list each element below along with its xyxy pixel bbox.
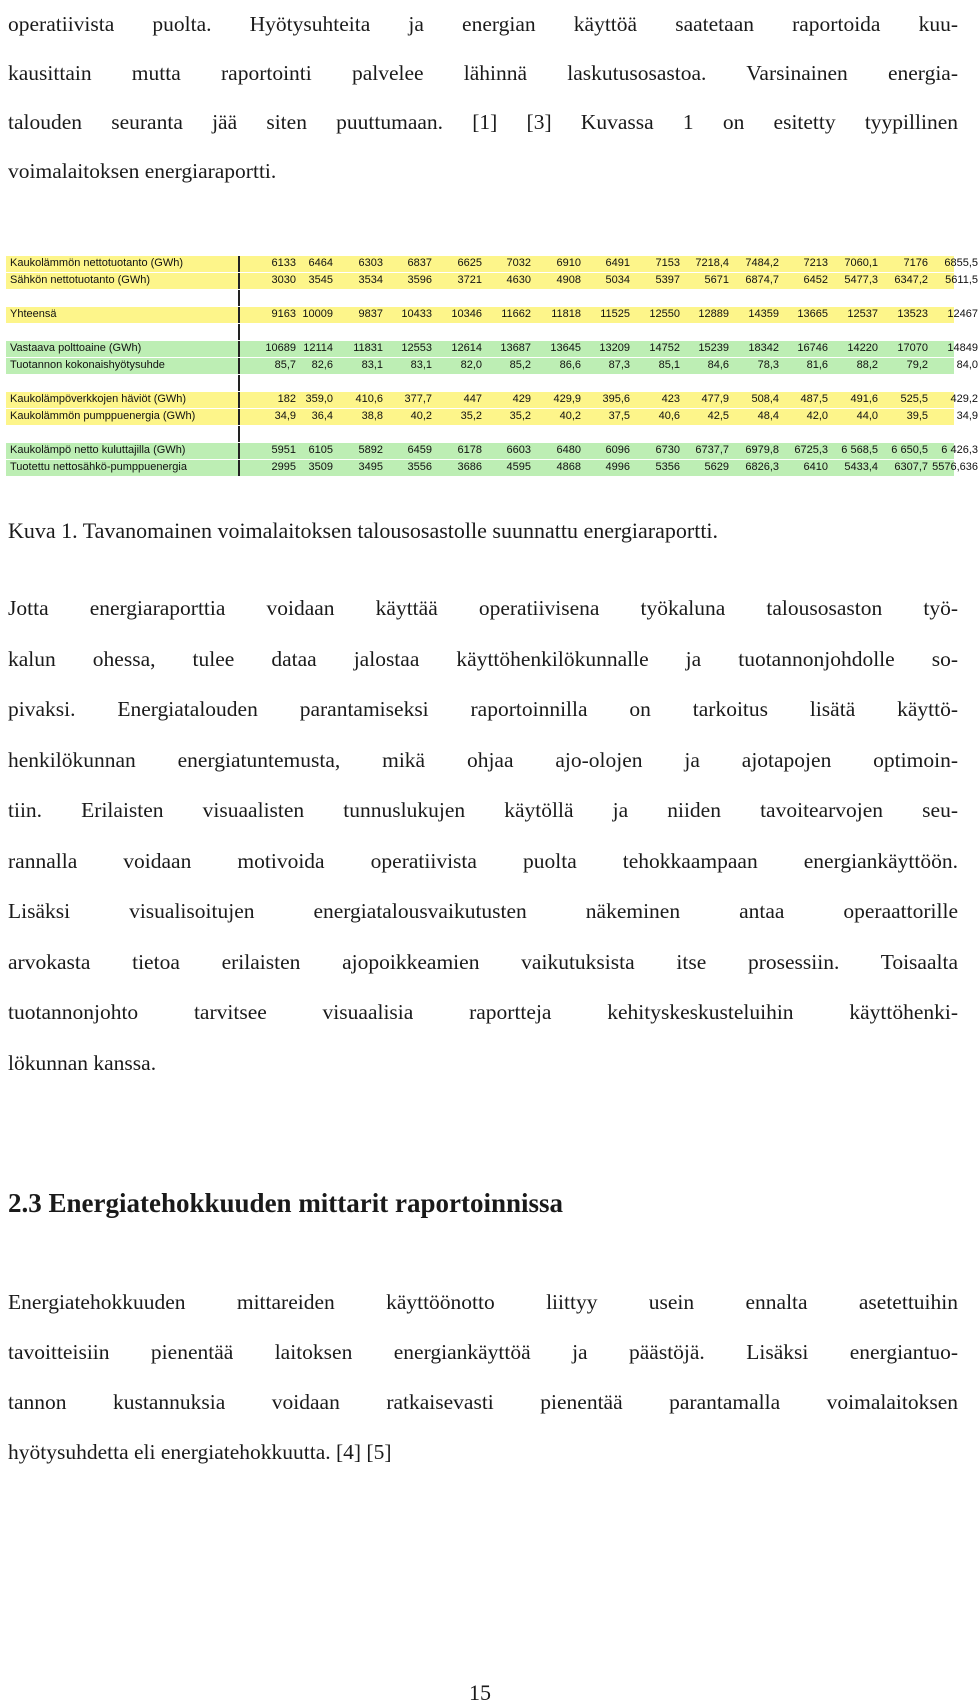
figure-row-label: Kaukolämpö netto kuluttajilla (GWh) <box>10 444 186 456</box>
column-divider <box>238 307 240 323</box>
figure-cell: 6837 <box>407 257 432 269</box>
figure-cell: 6452 <box>803 274 828 286</box>
figure-cell: 447 <box>463 393 482 405</box>
text-line: voimalaitoksen energiaraportti. <box>8 159 277 183</box>
column-divider <box>238 409 240 425</box>
figure-cell: 12114 <box>303 342 333 354</box>
figure-row <box>6 392 978 408</box>
figure-cell: 6910 <box>556 257 581 269</box>
figure-cell: 36,4 <box>311 410 333 422</box>
figure-spacer-row <box>6 324 954 340</box>
column-divider <box>238 273 240 289</box>
text-line: rannalla voidaan motivoida operatiivista puolta tehokkaampaan energiankäyttöön. <box>8 848 958 873</box>
figure-cell: 6096 <box>605 444 630 456</box>
figure-cell: 6347,2 <box>894 274 928 286</box>
column-divider <box>238 443 240 459</box>
column-divider <box>238 375 240 391</box>
text-line: talouden seuranta jää siten puuttumaan. [1] [3] Kuvassa 1 on esitetty tyypillinen <box>8 110 958 134</box>
figure-cell: 5611,5 <box>945 274 978 286</box>
figure-cell: 4868 <box>556 461 581 473</box>
figure-cell: 81,6 <box>806 359 828 371</box>
text-line: Energiatehokkuuden mittareiden käyttöönotto liittyy usein ennalta asetettuihin <box>8 1290 958 1314</box>
text-line: hyötysuhdetta eli energiatehokkuutta. [4] [5] <box>8 1440 392 1464</box>
figure-row <box>6 460 978 476</box>
figure-row <box>6 256 978 272</box>
figure-cell: 4908 <box>556 274 581 286</box>
figure-cell: 78,3 <box>757 359 779 371</box>
figure-cell: 85,2 <box>509 359 531 371</box>
figure-cell: 10009 <box>302 308 333 320</box>
figure-cell: 5397 <box>655 274 680 286</box>
paragraph-bottom <box>8 1277 958 1477</box>
text-line: tavoitteisiin pienentää laitoksen energiankäyttöä ja päästöjä. Lisäksi energiantuo- <box>8 1340 958 1364</box>
figure-cell: 14849 <box>947 342 978 354</box>
figure-cell: 7153 <box>655 257 680 269</box>
figure-cell: 6105 <box>308 444 333 456</box>
figure-cell: 38,8 <box>361 410 383 422</box>
figure-cell: 13209 <box>599 342 630 354</box>
figure-cell: 3721 <box>457 274 482 286</box>
text-line: Lisäksi visualisoitujen energiatalousvaikutusten näkeminen antaa operaattorille <box>8 899 958 923</box>
figure-cell: 34,9 <box>956 410 978 422</box>
figure-cell: 10689 <box>265 342 296 354</box>
figure-cell: 10433 <box>401 308 432 320</box>
figure-cell: 11525 <box>600 308 630 320</box>
energy-report-figure <box>6 254 978 473</box>
figure-cell: 7032 <box>506 257 531 269</box>
figure-cell: 6 568,5 <box>841 444 878 456</box>
text-line: Jotta energiaraporttia voidaan käyttää operatiivisena työkaluna talousosaston työ- <box>8 596 958 620</box>
figure-cell: 3495 <box>358 461 383 473</box>
figure-cell: 13665 <box>797 308 828 320</box>
figure-row-label: Tuotettu nettosähkö-pumppuenergia <box>10 461 187 473</box>
text-line: arvokasta tietoa erilaisten ajopoikkeamien vaikutuksista itse prosessiin. Toisaalta <box>8 949 958 974</box>
figure-cell: 13523 <box>897 308 928 320</box>
figure-cell: 17070 <box>897 342 928 354</box>
figure-cell: 6826,3 <box>745 461 779 473</box>
figure-cell: 395,6 <box>602 393 630 405</box>
figure-cell: 6133 <box>271 257 296 269</box>
figure-cell: 11831 <box>353 342 383 354</box>
figure-cell: 5892 <box>358 444 383 456</box>
figure-cell: 3686 <box>457 461 482 473</box>
column-divider <box>238 426 240 442</box>
figure-row-label: Kaukolämmön pumppuenergia (GWh) <box>10 410 196 422</box>
figure-cell: 429,2 <box>950 393 978 405</box>
figure-cell: 429 <box>512 393 531 405</box>
column-divider <box>238 324 240 340</box>
text-line: operatiivista puolta. Hyötysuhteita ja energian käyttöä saatetaan raportoida kuu- <box>8 12 958 36</box>
figure-cell: 11818 <box>551 308 581 320</box>
figure-caption: Kuva 1. Tavanomainen voimalaitoksen talousosastolle suunnattu energiaraportti. <box>8 518 719 543</box>
figure-cell: 377,7 <box>404 393 432 405</box>
figure-cell: 3534 <box>358 274 383 286</box>
figure-row <box>6 409 978 425</box>
figure-cell: 487,5 <box>800 393 828 405</box>
figure-spacer-row <box>6 375 954 391</box>
figure-cell: 508,4 <box>751 393 779 405</box>
text-line: tannon kustannuksia voidaan ratkaisevasti pienentää parantamalla voimalaitoksen <box>8 1390 958 1414</box>
figure-cell: 35,2 <box>460 410 482 422</box>
figure-cell: 423 <box>661 393 680 405</box>
figure-cell: 3545 <box>308 274 333 286</box>
figure-cell: 83,1 <box>361 359 383 371</box>
figure-cell: 79,2 <box>906 359 928 371</box>
figure-cell: 11662 <box>501 308 531 320</box>
figure-row-label: Kaukolämpöverkkojen häviöt (GWh) <box>10 393 187 405</box>
figure-row <box>6 443 978 459</box>
section-heading: 2.3 Energiatehokkuuden mittarit raportoinnissa <box>8 1188 564 1218</box>
figure-cell: 182 <box>277 393 296 405</box>
text-line: henkilökunnan energiatuntemusta, mikä ohjaa ajo-olojen ja ajotapojen optimoin- <box>8 747 958 772</box>
figure-cell: 34,9 <box>274 410 296 422</box>
figure-cell: 6725,3 <box>794 444 828 456</box>
figure-cell: 9163 <box>271 308 296 320</box>
text-line: tiin. Erilaisten visuaalisten tunnuslukujen käytöllä ja niiden tavoitearvojen seu- <box>8 798 958 822</box>
figure-cell: 5356 <box>655 461 680 473</box>
figure-cell: 6307,7 <box>894 461 928 473</box>
figure-cell: 88,2 <box>856 359 878 371</box>
figure-cell: 14220 <box>847 342 878 354</box>
figure-row <box>6 307 978 323</box>
figure-cell: 7176 <box>903 257 928 269</box>
figure-cell: 5477,3 <box>844 274 878 286</box>
figure-cell: 14359 <box>748 308 779 320</box>
figure-cell: 10346 <box>451 308 482 320</box>
figure-row-label: Kaukolämmön nettotuotanto (GWh) <box>10 257 184 269</box>
figure-cell: 5034 <box>605 274 630 286</box>
figure-cell: 82,0 <box>460 359 482 371</box>
figure-cell: 410,6 <box>355 393 383 405</box>
figure-cell: 12550 <box>649 308 680 320</box>
column-divider <box>238 358 240 374</box>
figure-cell: 16746 <box>797 342 828 354</box>
paragraph-middle <box>8 583 958 1088</box>
figure-cell: 6480 <box>556 444 581 456</box>
figure-cell: 85,1 <box>658 359 680 371</box>
figure-cell: 40,2 <box>559 410 581 422</box>
figure-cell: 6603 <box>506 444 531 456</box>
text-line: kausittain mutta raportointi palvelee lähinnä laskutusosastoa. Varsinainen energia- <box>8 61 958 85</box>
figure-row-label: Tuotannon kokonaishyötysuhde <box>10 359 165 371</box>
figure-spacer-row <box>6 426 954 442</box>
figure-cell: 12614 <box>451 342 482 354</box>
column-divider <box>238 392 240 408</box>
figure-row <box>6 341 978 357</box>
figure-row-label: Yhteensä <box>10 308 57 320</box>
figure-cell: 6464 <box>308 257 333 269</box>
figure-cell: 6410 <box>803 461 828 473</box>
figure-cell: 6855,5 <box>944 257 978 269</box>
figure-row-label: Vastaava polttoaine (GWh) <box>10 342 142 354</box>
figure-cell: 40,2 <box>410 410 432 422</box>
column-divider <box>238 460 240 476</box>
figure-cell: 6730 <box>655 444 680 456</box>
figure-cell: 87,3 <box>608 359 630 371</box>
figure-cell: 6459 <box>407 444 432 456</box>
figure-cell: 429,9 <box>553 393 581 405</box>
figure-cell: 6 426,3 <box>941 444 978 456</box>
column-divider <box>238 290 240 306</box>
figure-cell: 6491 <box>605 257 630 269</box>
figure-cell: 4630 <box>506 274 531 286</box>
figure-cell: 7218,4 <box>695 257 729 269</box>
figure-row-label: Sähkön nettotuotanto (GWh) <box>10 274 151 286</box>
figure-cell: 477,9 <box>701 393 729 405</box>
figure-cell: 6737,7 <box>695 444 729 456</box>
figure-cell: 3030 <box>271 274 296 286</box>
figure-cell: 4996 <box>605 461 630 473</box>
figure-cell: 2995 <box>271 461 296 473</box>
figure-cell: 86,6 <box>559 359 581 371</box>
figure-cell: 13645 <box>550 342 581 354</box>
figure-cell: 48,4 <box>757 410 779 422</box>
figure-cell: 83,1 <box>410 359 432 371</box>
figure-cell: 6625 <box>457 257 482 269</box>
figure-cell: 7213 <box>803 257 828 269</box>
figure-cell: 37,5 <box>608 410 630 422</box>
figure-cell: 13687 <box>500 342 531 354</box>
figure-cell: 491,6 <box>850 393 878 405</box>
figure-cell: 5951 <box>271 444 296 456</box>
figure-cell: 40,6 <box>658 410 680 422</box>
figure-cell: 42,5 <box>707 410 729 422</box>
figure-cell: 35,2 <box>509 410 531 422</box>
text-line: kalun ohessa, tulee dataa jalostaa käyttöhenkilökunnalle ja tuotannonjohdolle so- <box>8 646 958 671</box>
figure-cell: 39,5 <box>906 410 928 422</box>
figure-row <box>6 273 978 289</box>
figure-cell: 6874,7 <box>745 274 779 286</box>
figure-cell: 42,0 <box>806 410 828 422</box>
figure-cell: 4595 <box>506 461 531 473</box>
figure-cell: 12553 <box>401 342 432 354</box>
figure-cell: 12467 <box>947 308 978 320</box>
figure-cell: 44,0 <box>856 410 878 422</box>
figure-cell: 6979,8 <box>745 444 779 456</box>
figure-cell: 6 650,5 <box>891 444 928 456</box>
figure-cell: 85,7 <box>274 359 296 371</box>
figure-cell: 7484,2 <box>745 257 779 269</box>
figure-cell: 3596 <box>407 274 432 286</box>
figure-cell: 12537 <box>847 308 878 320</box>
paragraph-top <box>8 0 958 196</box>
figure-row <box>6 358 978 374</box>
figure-cell: 14752 <box>649 342 680 354</box>
column-divider <box>238 341 240 357</box>
column-divider <box>238 256 240 272</box>
figure-cell: 3556 <box>407 461 432 473</box>
figure-cell: 18342 <box>748 342 779 354</box>
figure-cell: 9837 <box>358 308 383 320</box>
figure-cell: 5433,4 <box>844 461 878 473</box>
figure-cell: 5576,636 <box>932 461 978 473</box>
figure-cell: 5671 <box>704 274 729 286</box>
figure-cell: 84,6 <box>707 359 729 371</box>
figure-cell: 84,0 <box>956 359 978 371</box>
figure-cell: 6303 <box>358 257 383 269</box>
figure-cell: 15239 <box>698 342 729 354</box>
figure-cell: 525,5 <box>900 393 928 405</box>
text-line: tuotannonjohto tarvitsee visuaalisia raportteja kehityskeskusteluihin käyttöhenki- <box>8 1000 958 1024</box>
figure-cell: 5629 <box>704 461 729 473</box>
figure-cell: 82,6 <box>311 359 333 371</box>
figure-cell: 7060,1 <box>844 257 878 269</box>
figure-cell: 6178 <box>457 444 482 456</box>
figure-cell: 3509 <box>308 461 333 473</box>
figure-spacer-row <box>6 290 954 306</box>
text-line: lökunnan kanssa. <box>8 1050 157 1075</box>
text-line: pivaksi. Energiatalouden parantamiseksi raportoinnilla on tarkoitus lisätä käyttö- <box>8 697 958 721</box>
figure-cell: 12889 <box>698 308 729 320</box>
page-number: 15 <box>469 1680 491 1705</box>
figure-cell: 359,0 <box>305 393 333 405</box>
